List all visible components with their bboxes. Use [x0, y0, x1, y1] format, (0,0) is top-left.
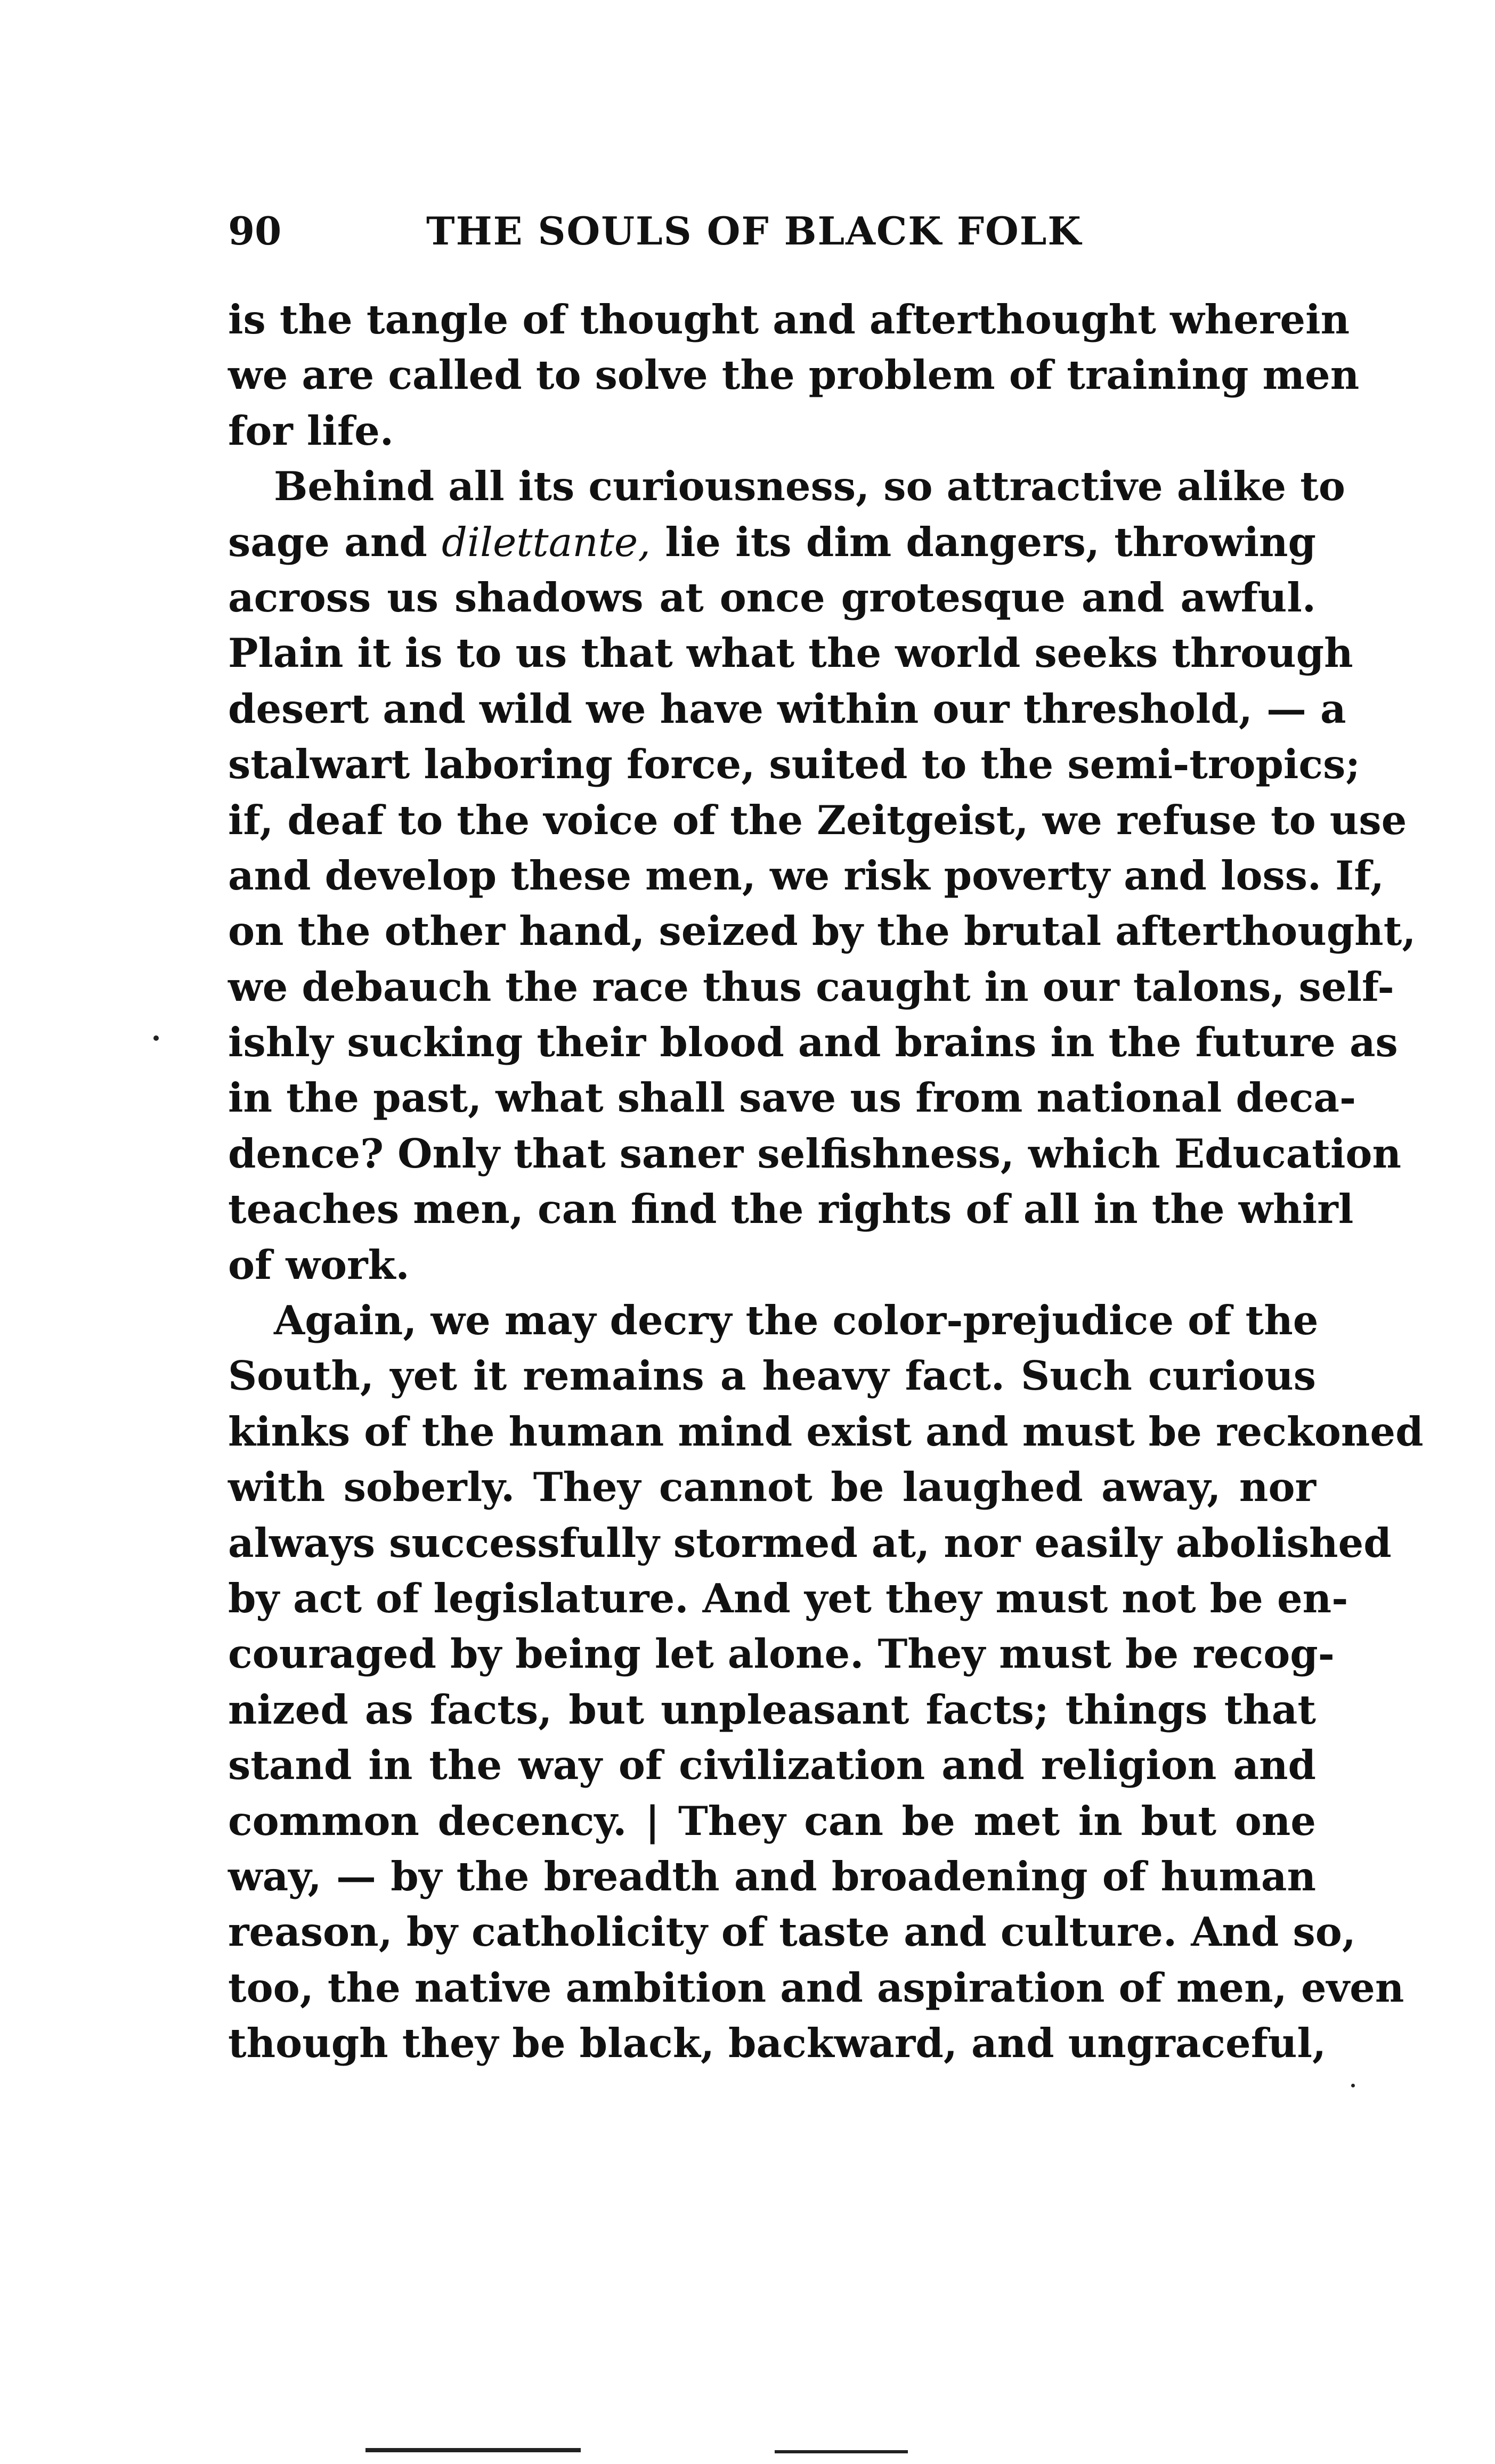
paragraph-2	[228, 459, 1416, 1293]
text-line: dence? Only that saner selfishness, which Education	[228, 1130, 1401, 1177]
text-line: ishly sucking their blood and brains in the future as	[228, 1019, 1398, 1066]
text-line: though they be black, backward, and ungraceful,	[228, 2020, 1327, 2067]
text-fragment: lie its dim dangers, throwing	[651, 518, 1316, 566]
text-line: in the past, what shall save us from national deca-	[228, 1074, 1356, 1122]
margin-speck	[1351, 2084, 1355, 2087]
text-line: couraged by being let alone. They must be recog-	[228, 1630, 1335, 1678]
text-line: teaches men, can find the rights of all in the whirl	[228, 1186, 1354, 1233]
text-line: we debauch the race thus caught in our talons, self-	[228, 963, 1394, 1010]
text-line: Behind all its curiousness, so attractive alike to	[274, 463, 1345, 510]
text-line: by act of legislature. And yet they must not be en-	[228, 1574, 1348, 1622]
text-line: reason, by catholicity of taste and culture. And so,	[228, 1908, 1356, 1956]
text-line: for life.	[228, 407, 394, 454]
scan-artifact-rule	[365, 2448, 581, 2452]
text-line: of work.	[228, 1241, 410, 1288]
text-line: stand in the way of civilization and religion and	[228, 1742, 1316, 1789]
body-text	[228, 292, 1424, 2071]
text-line: way, — by the breadth and broadening of human	[228, 1853, 1316, 1900]
text-line: stalwart laboring force, suited to the semi-tropics;	[228, 741, 1360, 788]
text-line: South, yet it remains a heavy fact. Such curious	[228, 1352, 1316, 1400]
text-line: if, deaf to the voice of the Zeitgeist, we refuse to use	[228, 796, 1407, 844]
running-title: THE SOULS OF BLACK FOLK	[426, 208, 1082, 254]
margin-speck	[153, 1035, 159, 1041]
text-line: kinks of the human mind exist and must be reckoned	[228, 1408, 1424, 1455]
text-line: across us shadows at once grotesque and awful.	[228, 574, 1316, 621]
running-head	[228, 205, 1166, 258]
text-fragment: sage and	[228, 518, 442, 566]
text-line	[228, 515, 1316, 570]
paragraph-1	[228, 292, 1360, 459]
text-line: on the other hand, seized by the brutal afterthought,	[228, 908, 1416, 955]
text-line: Plain it is to us that what the world seeks through	[228, 630, 1353, 677]
text-line: too, the native ambition and aspiration of men, even	[228, 1964, 1404, 2011]
text-line: always successfully stormed at, nor easily abolished	[228, 1519, 1392, 1566]
text-line: and develop these men, we risk poverty and loss. If,	[228, 852, 1384, 899]
text-line: is the tangle of thought and afterthought wherein	[228, 296, 1350, 343]
paragraph-3	[228, 1293, 1424, 2071]
text-line: with soberly. They cannot be laughed away, nor	[228, 1464, 1316, 1511]
text-line: common decency. | They can be met in but one	[228, 1797, 1316, 1845]
page-number: 90	[228, 208, 282, 254]
text-line: we are called to solve the problem of training men	[228, 352, 1360, 399]
scan-artifact-rule	[775, 2450, 908, 2453]
italic-word: dilettante,	[442, 518, 651, 566]
text-line: desert and wild we have within our threshold, — a	[228, 685, 1346, 732]
text-line: Again, we may decry the color-prejudice of the	[274, 1297, 1319, 1344]
text-line: nized as facts, but unpleasant facts; things that	[228, 1686, 1316, 1733]
